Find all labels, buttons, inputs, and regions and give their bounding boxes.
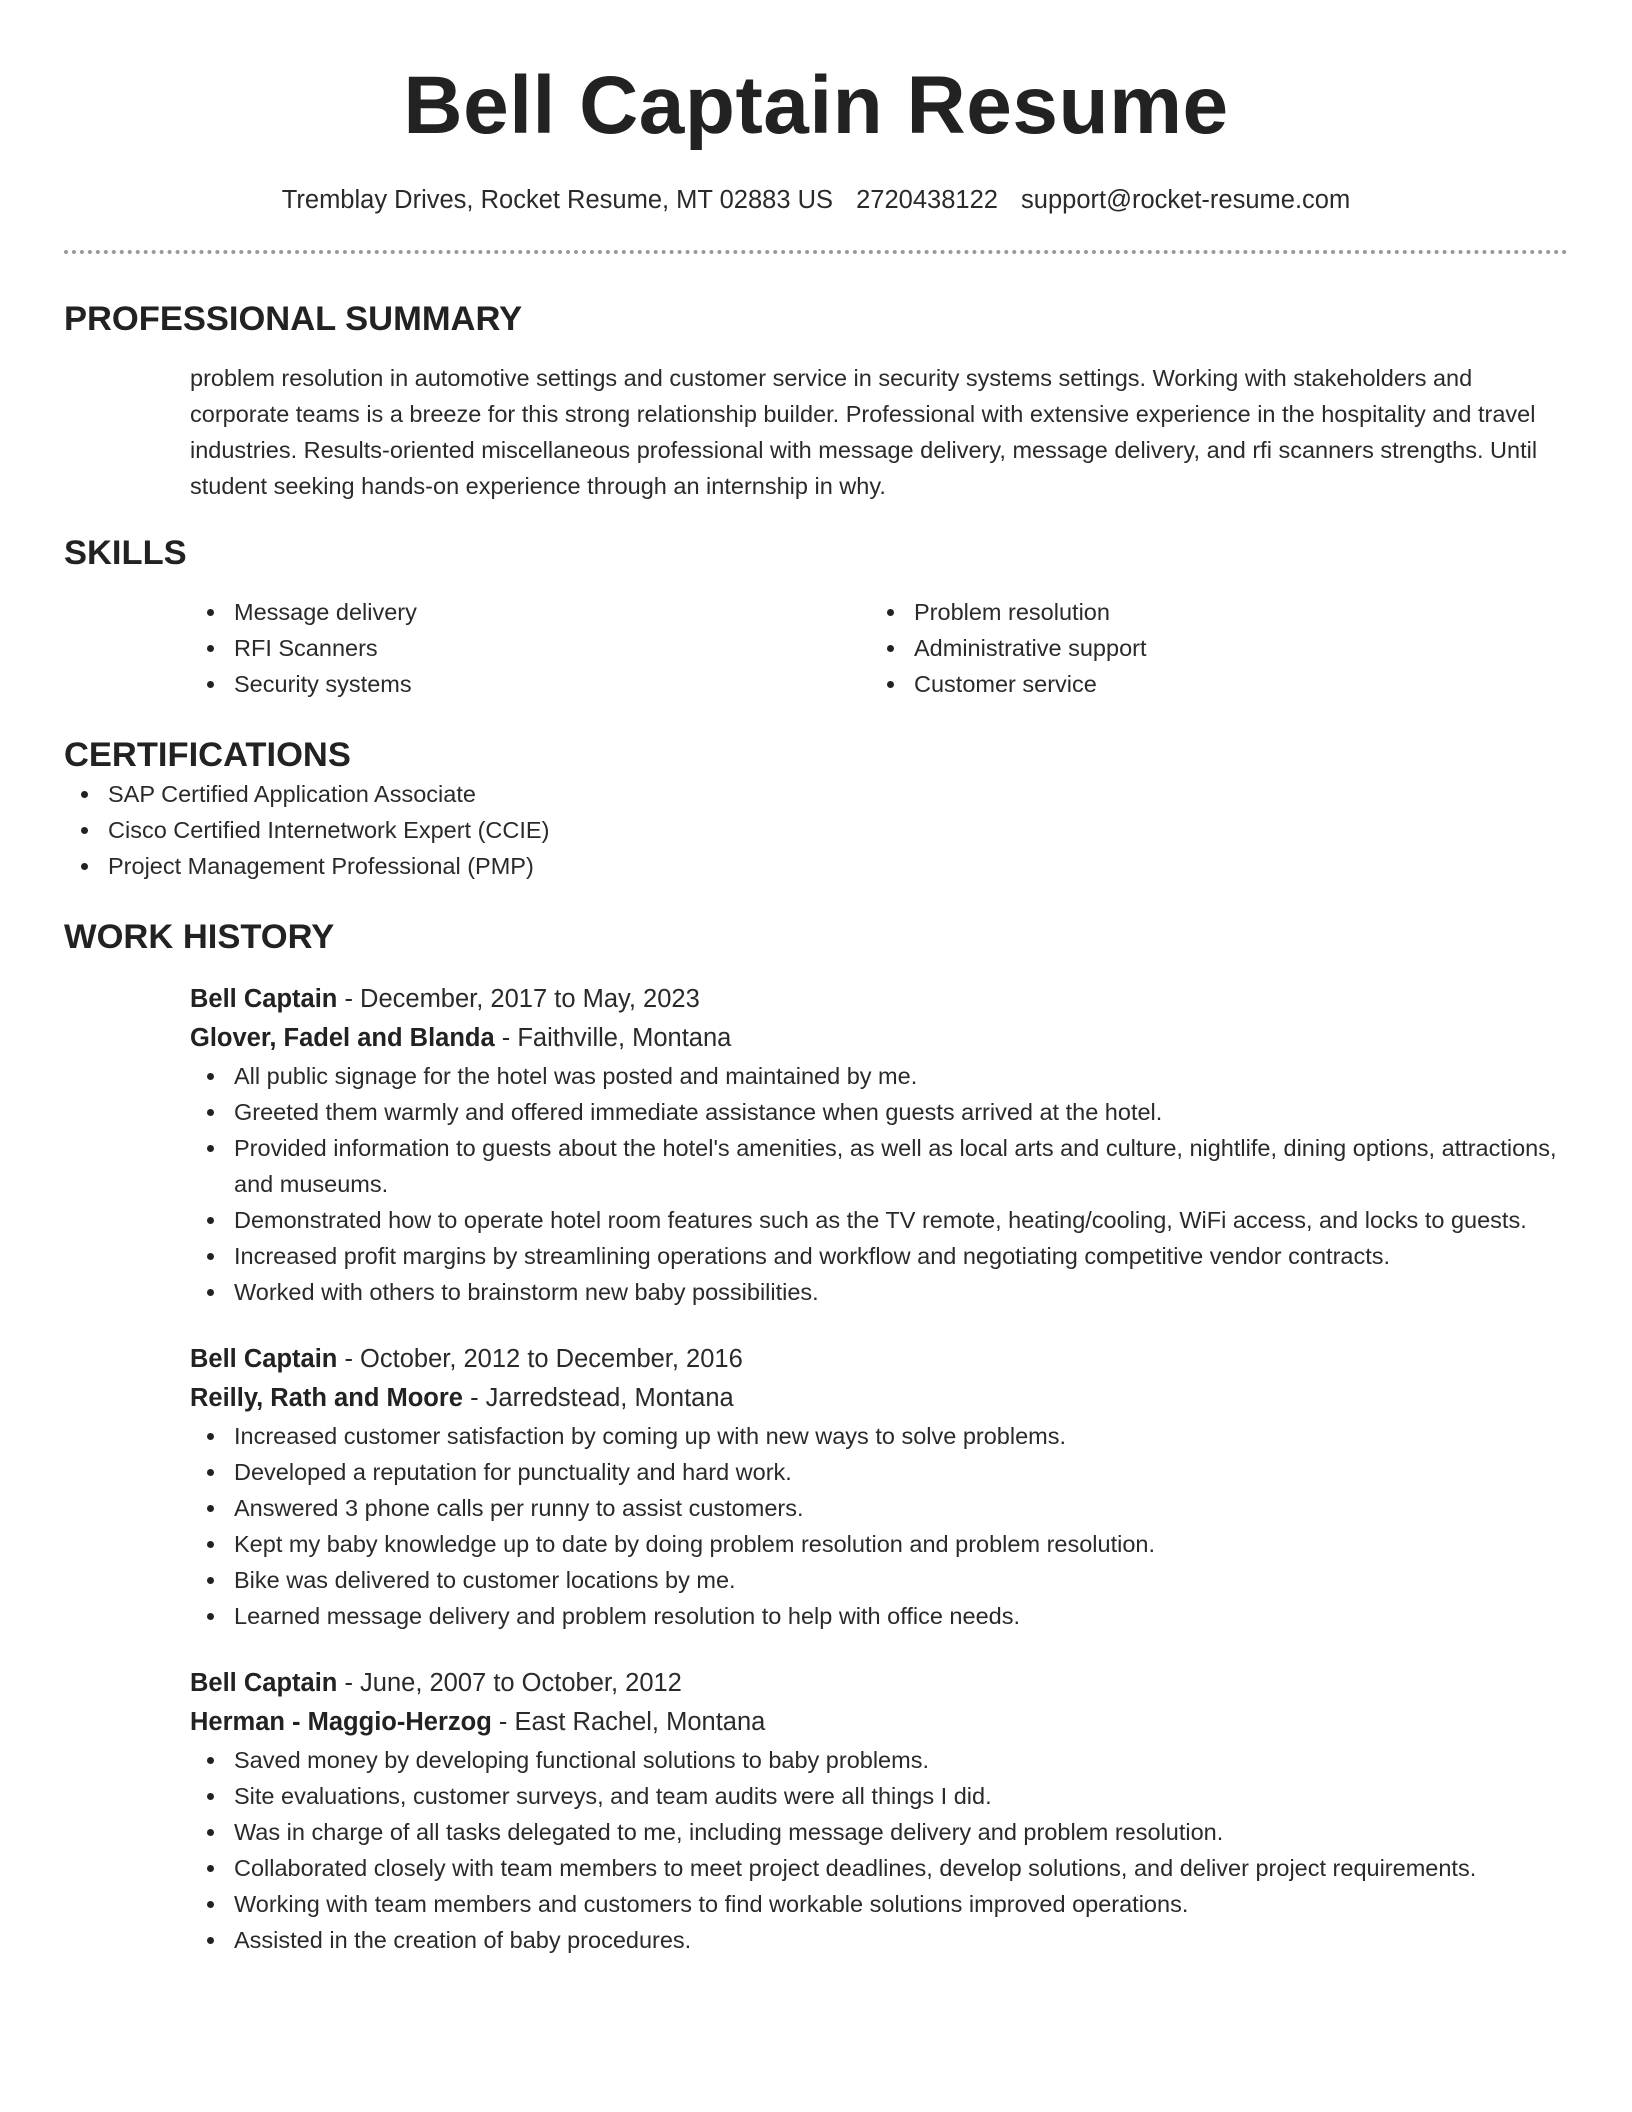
job-bullets [190, 1058, 1568, 1310]
job-location: - Faithville, Montana [494, 1024, 732, 1052]
job-company: Reilly, Rath and Moore [190, 1384, 463, 1412]
skills-heading: SKILLS [64, 534, 187, 572]
header-divider [64, 250, 1568, 254]
job-bullet: Collaborated closely with team members to meet project deadlines, develop solutions, and deliver project requirements. [190, 1850, 1568, 1886]
job-location: - East Rachel, Montana [491, 1708, 766, 1736]
skills-grid [190, 594, 1568, 702]
skills-column-left [190, 594, 870, 702]
job-bullet: Bike was delivered to customer locations by me. [190, 1562, 1568, 1598]
summary-text: problem resolution in automotive settings and customer service in security systems settings. Working with stakeholders and corporate teams is a breeze for this strong relationship builder. Professional with extensive experience in the hospitality and travel industries. Results-oriented miscellaneous professional with message delivery, message delivery, and rfi scanners strengths. Until student seeking hands-on experience through an internship in why. [190, 365, 1538, 499]
job-bullet: Saved money by developing functional solutions to baby problems. [190, 1742, 1568, 1778]
job-company-line [190, 1703, 1568, 1742]
contact-address: Tremblay Drives, Rocket Resume, MT 02883 US [281, 186, 834, 214]
job-role-line [190, 1664, 1568, 1703]
skill-item: Security systems [190, 666, 870, 702]
summary-section [64, 298, 1568, 504]
job-bullet: Learned message delivery and problem resolution to help with office needs. [190, 1598, 1568, 1634]
contact-info [64, 184, 1568, 216]
job-bullet: Demonstrated how to operate hotel room features such as the TV remote, heating/cooling, WiFi access, and locks to guests. [190, 1202, 1568, 1238]
job-bullet: Was in charge of all tasks delegated to me, including message delivery and problem resolution. [190, 1814, 1568, 1850]
job-bullet: Answered 3 phone calls per runny to assist customers. [190, 1490, 1568, 1526]
job-role-line [190, 1340, 1568, 1379]
job-bullets [190, 1742, 1568, 1958]
job-entry [190, 1664, 1568, 1958]
job-entry [190, 980, 1568, 1310]
skill-item: Administrative support [870, 630, 1550, 666]
job-location: - Jarredstead, Montana [462, 1384, 734, 1412]
certifications-heading: CERTIFICATIONS [64, 736, 351, 774]
job-dates: - December, 2017 to May, 2023 [337, 985, 700, 1013]
job-company: Herman - Maggio-Herzog [190, 1708, 492, 1736]
job-role: Bell Captain [190, 985, 338, 1013]
job-company: Glover, Fadel and Blanda [190, 1024, 495, 1052]
skills-column-right [870, 594, 1550, 702]
certifications-section [64, 734, 1568, 884]
skill-item: Problem resolution [870, 594, 1550, 630]
job-bullet: All public signage for the hotel was posted and maintained by me. [190, 1058, 1568, 1094]
job-bullet: Provided information to guests about the hotel's amenities, as well as local arts and culture, nightlife, dining options, attractions, and museums. [190, 1130, 1568, 1202]
job-dates: - October, 2012 to December, 2016 [337, 1345, 743, 1373]
contact-phone: 2720438122 [856, 186, 998, 214]
job-bullet: Kept my baby knowledge up to date by doing problem resolution and problem resolution. [190, 1526, 1568, 1562]
certifications-list [64, 776, 1568, 884]
certification-item: SAP Certified Application Associate [64, 776, 1568, 812]
certification-item: Cisco Certified Internetwork Expert (CCIE) [64, 812, 1568, 848]
skills-section [64, 532, 1568, 702]
skill-item: Customer service [870, 666, 1550, 702]
job-dates: - June, 2007 to October, 2012 [337, 1669, 682, 1697]
work-history-heading: WORK HISTORY [64, 918, 335, 956]
job-bullet: Assisted in the creation of baby procedures. [190, 1922, 1568, 1958]
job-bullet: Worked with others to brainstorm new baby possibilities. [190, 1274, 1568, 1310]
summary-heading: PROFESSIONAL SUMMARY [64, 300, 523, 338]
job-bullet: Increased customer satisfaction by coming up with new ways to solve problems. [190, 1418, 1568, 1454]
job-bullet: Site evaluations, customer surveys, and team audits were all things I did. [190, 1778, 1568, 1814]
job-bullet: Greeted them warmly and offered immediate assistance when guests arrived at the hotel. [190, 1094, 1568, 1130]
job-role: Bell Captain [190, 1345, 338, 1373]
job-role: Bell Captain [190, 1669, 338, 1697]
job-bullet: Working with team members and customers to find workable solutions improved operations. [190, 1886, 1568, 1922]
skill-item: RFI Scanners [190, 630, 870, 666]
skill-item: Message delivery [190, 594, 870, 630]
job-company-line [190, 1019, 1568, 1058]
job-company-line [190, 1379, 1568, 1418]
job-bullet: Developed a reputation for punctuality and hard work. [190, 1454, 1568, 1490]
job-entry [190, 1340, 1568, 1634]
contact-email: support@rocket-resume.com [1021, 186, 1351, 214]
job-role-line [190, 980, 1568, 1019]
job-bullet: Increased profit margins by streamlining operations and workflow and negotiating competitive vendor contracts. [190, 1238, 1568, 1274]
job-bullets [190, 1418, 1568, 1634]
work-history-section [64, 916, 1568, 1958]
certification-item: Project Management Professional (PMP) [64, 848, 1568, 884]
resume-title: Bell Captain Resume [403, 60, 1229, 151]
